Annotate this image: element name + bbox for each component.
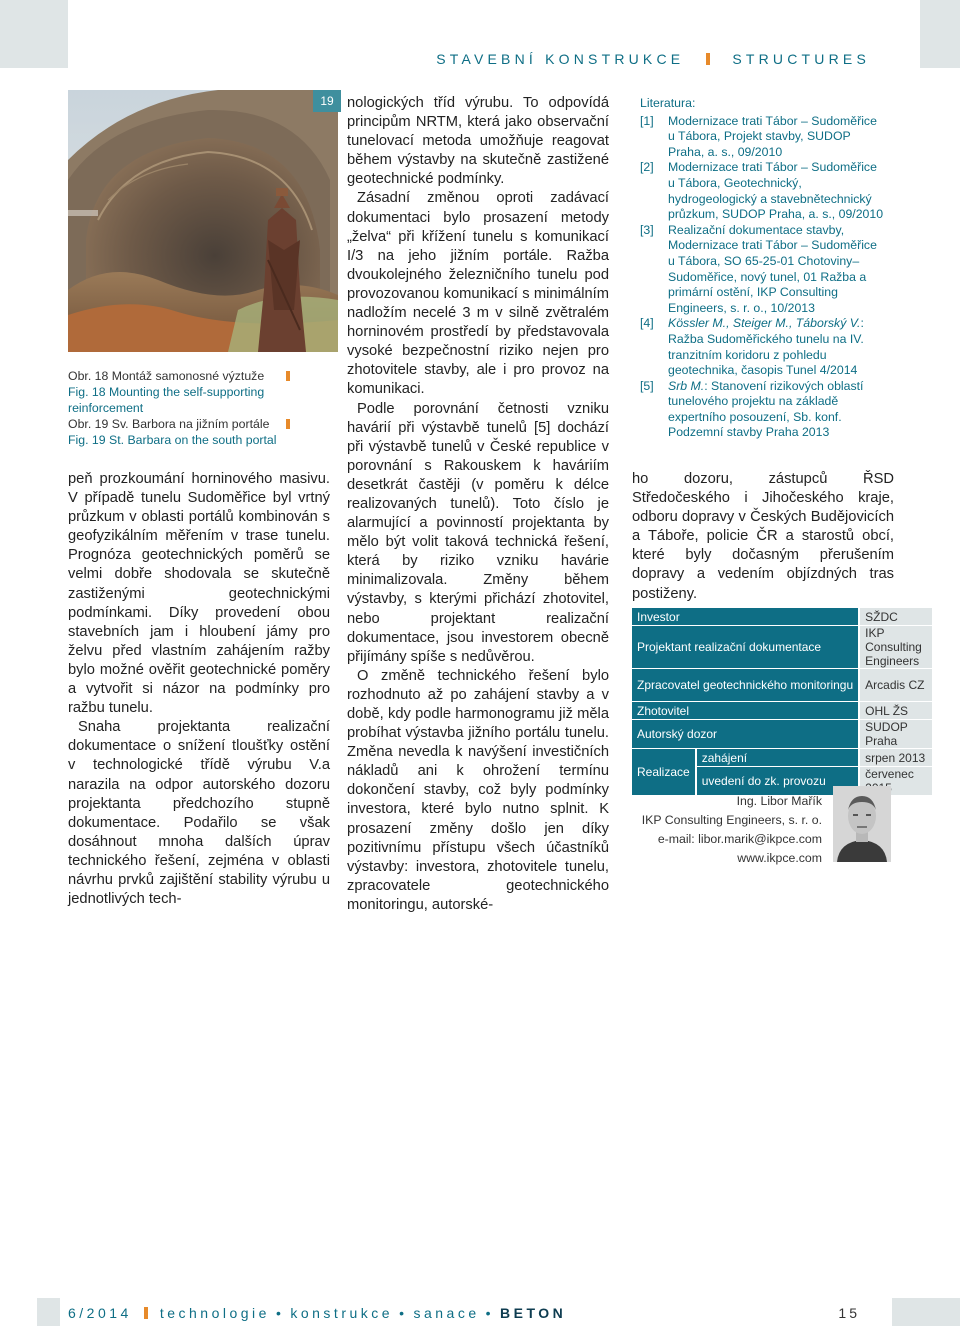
caption-cz: Obr. 18 Montáž samonosné výztuže bbox=[68, 369, 265, 383]
table-row bbox=[632, 749, 932, 767]
table-row bbox=[632, 669, 932, 702]
ref-text: Modernizace trati Tábor – Sudoměřice u Tábora, Projekt stavby, SUDOP Praha, a. s., 09/2010 bbox=[668, 113, 877, 159]
header-separator bbox=[706, 53, 710, 65]
section-title-en: STRUCTURES bbox=[732, 51, 870, 67]
caption-cz: Obr. 19 Sv. Barbora na jižním portále bbox=[68, 417, 270, 431]
footer-word: konstrukce bbox=[290, 1305, 394, 1321]
top-right-panel bbox=[920, 0, 960, 68]
ref-number: [2] bbox=[640, 160, 654, 175]
footer-word: technologie bbox=[159, 1305, 270, 1321]
table-key: Projektant realizační dokumentace bbox=[632, 626, 859, 669]
ref-body: : Ražba Sudoměřického tunelu na IV. tranzitním koridoru z pohledu geotechnika, časopis Tunel 4/2014 bbox=[668, 316, 864, 378]
table-subkey: uvedení do zk. provozu bbox=[696, 767, 859, 796]
table-value: SŽDC bbox=[859, 608, 932, 626]
table-value: srpen 2013 bbox=[859, 749, 932, 767]
page-badge: 19 bbox=[313, 90, 341, 112]
caption-fig18 bbox=[68, 368, 298, 416]
ref-number: [5] bbox=[640, 378, 654, 393]
ref-text: Realizační dokumentace stavby, Modernizace trati Tábor – Sudoměřice u Tábora, SO 65-25-01 Chotoviny–Sudoměřice, nový tunel, 01 Ražba a primární ostění, IKP Consulting Engineers, s. r. o., 10/2013 bbox=[668, 222, 877, 315]
ref-text bbox=[668, 316, 885, 378]
table-row bbox=[632, 720, 932, 749]
portrait-image bbox=[833, 786, 891, 862]
project-table bbox=[632, 608, 932, 796]
table-value: Arcadis CZ bbox=[859, 669, 932, 702]
paragraph: Snaha projektanta realizační dokumentace o snížení tloušťky ostění v technologické třídě výrubu V.a narazila na odpor autorského dozoru projektanta předchozího stupně dokumentace. Podařilo se však dosáhnout mnoha dalších úprav technického řešení, zejména v oblasti návrhu prvků zajištění stability výrubu u jednotlivých tech- bbox=[68, 719, 330, 908]
ref-number: [4] bbox=[640, 316, 654, 331]
text-column-2 bbox=[347, 94, 609, 915]
table-subkey: zahájení bbox=[696, 749, 859, 767]
literature-ref bbox=[640, 114, 885, 161]
author-email[interactable]: e-mail: libor.marik@ikpce.com bbox=[657, 832, 822, 846]
author-info bbox=[620, 792, 822, 868]
ref-body: : Stanovení rizikových oblastí tunelového projektu na základě expertního posouzení, Sb. konf. Podzemní stavby Praha 2013 bbox=[668, 378, 864, 440]
caption-fig19 bbox=[68, 416, 298, 448]
table-row bbox=[632, 626, 932, 669]
table-value: červenec bbox=[859, 767, 932, 796]
caption-marker bbox=[286, 419, 290, 429]
author-name: Ing. Libor Mařík bbox=[736, 794, 822, 808]
text-column-1 bbox=[68, 470, 330, 909]
footer-left-panel bbox=[37, 1298, 60, 1326]
footer-dot: • bbox=[275, 1305, 285, 1321]
page-number: 15 bbox=[838, 1305, 860, 1321]
author-portrait bbox=[833, 786, 891, 862]
footer-brand: BETON bbox=[500, 1305, 567, 1321]
footer-dot: • bbox=[399, 1305, 408, 1321]
paragraph: nologických tříd výrubu. To odpovídá principům NRTM, která jako observační tunelovací metoda umožňuje reagovat během výstavby na skutečně zastižené geotechnické podmínky. bbox=[347, 95, 609, 188]
paragraph: Zásadní změnou oproti zadávací dokumentaci bylo prosazení metody „želva“ při křížení tunelu s komunikací I/3 na jeho jižním portále. Ražba dvoukolejného železničního tunelu pod provozovanou komunikací s minimálním nadložím necelé 3 m v silně zvětralém horninovém prostředí by představovala vysoké bezpečnostní riziko nejen pro zhotovitele stavby, ale i pro provoz na komunikaci. bbox=[347, 190, 609, 398]
author-web[interactable]: www.ikpce.com bbox=[737, 851, 822, 865]
section-title-cz: STAVEBNÍ KONSTRUKCE bbox=[436, 51, 685, 67]
footer-issue: 6/2014 bbox=[68, 1305, 132, 1321]
text-column-3 bbox=[632, 470, 894, 604]
literature-ref bbox=[640, 223, 885, 317]
table-key: Zpracovatel geotechnického monitoringu bbox=[632, 669, 859, 702]
ref-authors: Srb M. bbox=[668, 378, 705, 393]
table-row bbox=[632, 702, 932, 720]
paragraph: peň prozkoumání horninového masivu. V případě tunelu Sudoměřice byl vrtný průzkum v oblasti portálů kombinován s geofyzikálním měřením v trase tunelu. Prognóza geotechnických poměrů se velmi dobře shodovala se skutečně zastiženými geotechnickými podmínkami. Díky provedení obou stavebních jam i hloubení jámy pro želvu před vlastním zahájením ražby bylo možné ověřit geotechnické poměry a vytvořit si názor na podmínky pro ražbu tunelu. bbox=[68, 471, 330, 717]
ref-authors: Kössler M., Steiger M., Táborský V. bbox=[668, 316, 861, 331]
literature-title: Literatura: bbox=[640, 96, 696, 110]
table-value: IKP Consulting Engineers bbox=[859, 626, 932, 669]
caption-en: Fig. 19 St. Barbara on the south portal bbox=[68, 433, 277, 447]
literature-ref bbox=[640, 160, 885, 222]
paragraph: O změně technického řešení bylo rozhodnuto až po zahájení stavby a v době, kdy podle harmonogramu již měla probíhat výstavba jižního portálu tunelu. Změna nevedla k navýšení investičních nákladů ani k ohrožení termínu dokončení stavby, což byly podmínky investora, které bylo nutno splnit. K prosazení změny došlo jen díky pozitivnímu přístupu všech účastníků výstavby: investora, zhotovitele tunelu, zpracovatele geotechnického monitoringu, autorské- bbox=[347, 667, 609, 913]
tunnel-photo bbox=[68, 90, 338, 352]
top-left-panel bbox=[0, 0, 68, 68]
table-value: OHL ŽS bbox=[859, 702, 932, 720]
table-key: Realizace bbox=[632, 749, 696, 796]
literature-list bbox=[640, 96, 885, 441]
paragraph: Podle porovnání četnosti vzniku havárií při výstavbě tunelů [5] dochází při výstavbě tunelů v České republice v porovnání s Rakouskem k haváriím desetkrát častěji (v poměru k délce realizovaných tunelů). Toto číslo je alarmující a povinností projektanta by mělo být volit taková technická řešení, která by riziko vzniku havárie minimalizovala. Změny během výstavby, s kterými přichází zhotovitel, nebo projektant realizační dokumentace, jsou investorem obecně přijímány spíše s nedůvěrou. bbox=[347, 400, 609, 665]
footer bbox=[68, 1305, 566, 1321]
ref-number: [3] bbox=[640, 222, 654, 237]
paragraph: ho dozoru, zástupců ŘSD Středočeského i Jihočeského kraje, odboru dopravy v Českých Budějovicích a Táboře, policie ČR a starostů obcí, které byly dočasným přerušením dopravy a vedením objízdných tras postiženy. bbox=[632, 471, 894, 602]
ref-text: Modernizace trati Tábor – Sudoměřice u Tábora, Geotechnický, hydrogeologický a stavebnětechnický průzkum, SUDOP Praha, a. s., 09/2010 bbox=[668, 160, 884, 222]
caption-en: Fig. 18 Mounting the self-supporting reinforcement bbox=[68, 385, 265, 415]
section-header bbox=[436, 51, 870, 67]
table-row bbox=[632, 608, 932, 626]
caption-marker bbox=[286, 371, 290, 381]
ref-text bbox=[668, 379, 885, 441]
table-key: Investor bbox=[632, 608, 859, 626]
table-key: Autorský dozor bbox=[632, 720, 859, 749]
footer-dot: • bbox=[485, 1305, 495, 1321]
footer-right-panel bbox=[892, 1298, 960, 1326]
table-value: SUDOP Praha bbox=[859, 720, 932, 749]
tunnel-illustration bbox=[68, 90, 338, 352]
literature-ref bbox=[640, 316, 885, 378]
footer-separator bbox=[144, 1307, 148, 1319]
footer-word: sanace bbox=[413, 1305, 480, 1321]
literature-ref bbox=[640, 379, 885, 441]
author-company: IKP Consulting Engineers, s. r. o. bbox=[641, 813, 822, 827]
table-key: Zhotovitel bbox=[632, 702, 859, 720]
ref-number: [1] bbox=[640, 113, 654, 128]
figure-captions bbox=[68, 368, 298, 448]
